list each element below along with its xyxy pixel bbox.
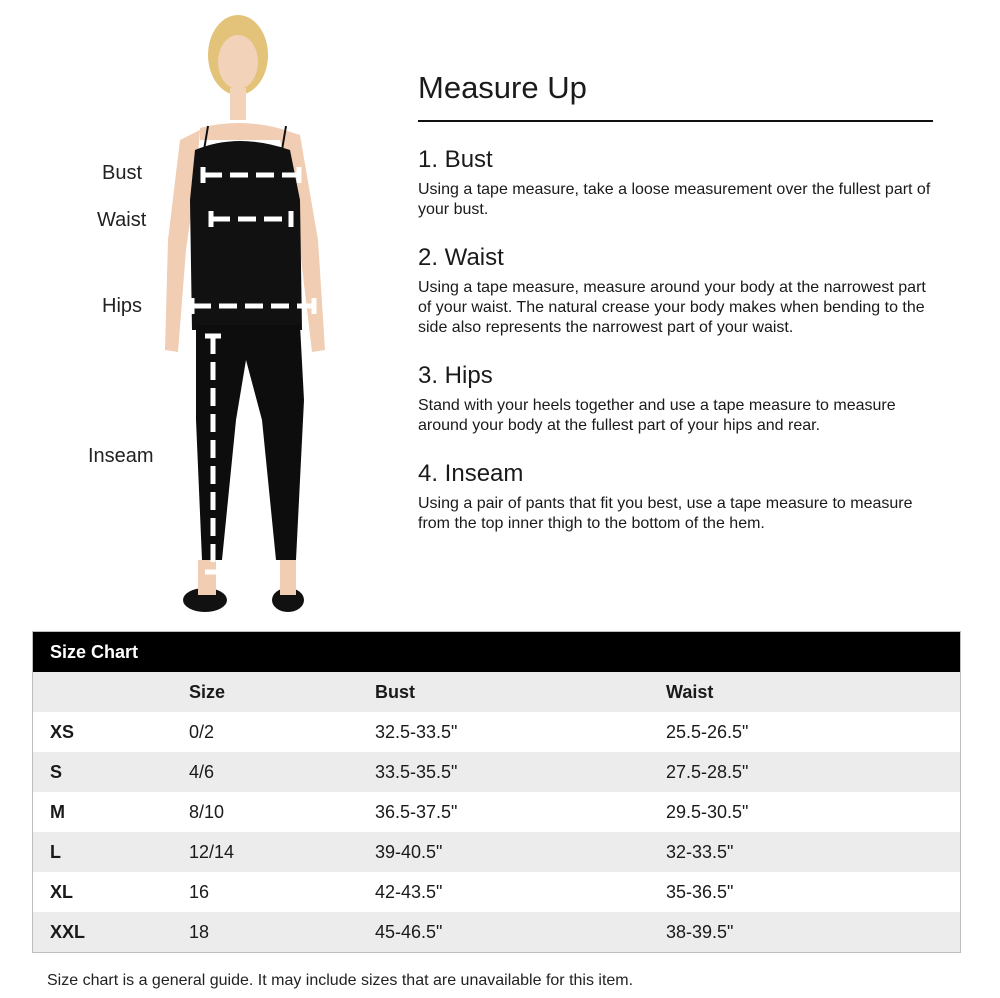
step-waist (418, 244, 933, 338)
size-chart-title: Size Chart (33, 632, 960, 672)
table-cell: 12/14 (189, 841, 235, 862)
table-cell: 8/10 (189, 801, 225, 822)
waist-label: Waist (97, 209, 147, 231)
table-row (33, 792, 960, 832)
table-cell: XS (50, 721, 75, 742)
step-heading: 3. Hips (418, 362, 493, 389)
table-cell: 38-39.5" (666, 921, 734, 942)
step-heading: 4. Inseam (418, 460, 524, 487)
table-cell: M (50, 801, 65, 822)
table-cell: 18 (189, 921, 210, 942)
table-cell: 32.5-33.5" (375, 721, 458, 742)
measurement-figure (0, 0, 400, 625)
table-cell: L (50, 841, 61, 862)
table-cell: 27.5-28.5" (666, 761, 749, 782)
table-cell: 0/2 (189, 721, 215, 742)
step-heading: 2. Waist (418, 244, 504, 271)
step-text: Using a tape measure, measure around your body at the narrowest part of your waist. The natural crease your body makes when bending to the side also represents the narrowest part of your waist. (418, 279, 926, 336)
table-row (33, 752, 960, 792)
table-cell: S (50, 761, 63, 782)
table-row (33, 832, 960, 872)
table-cell: 36.5-37.5" (375, 801, 458, 822)
table-cell: 4/6 (189, 761, 215, 782)
measure-up-title: Measure Up (418, 70, 933, 122)
table-cell: 33.5-35.5" (375, 761, 458, 782)
table-cell: XL (50, 881, 74, 902)
table-cell: 42-43.5" (375, 881, 443, 902)
table-cell: 35-36.5" (666, 881, 734, 902)
column-header: Waist (666, 672, 960, 712)
table-header-row (33, 672, 960, 712)
step-text: Using a pair of pants that fit you best, use a tape measure to measure from the top inner thigh to the bottom of the hem. (418, 495, 913, 532)
step-text: Using a tape measure, take a loose measurement over the fullest part of your bust. (418, 181, 931, 218)
table-cell: 39-40.5" (375, 841, 443, 862)
step-bust (418, 146, 933, 220)
table-cell: 16 (189, 881, 210, 902)
measure-up-panel (418, 70, 933, 534)
table-cell: 25.5-26.5" (666, 721, 749, 742)
table-cell: 32-33.5" (666, 841, 734, 862)
table-row (33, 712, 960, 752)
step-heading: 1. Bust (418, 146, 493, 173)
inseam-label: Inseam (88, 445, 154, 467)
table-cell: 45-46.5" (375, 921, 443, 942)
column-header: Size (189, 672, 375, 712)
bust-label: Bust (102, 162, 143, 184)
table-row (33, 872, 960, 912)
size-table (33, 672, 960, 952)
column-header (33, 672, 189, 712)
column-header: Bust (375, 672, 666, 712)
step-inseam (418, 460, 933, 534)
table-cell: 29.5-30.5" (666, 801, 749, 822)
step-hips (418, 362, 933, 436)
model-illustration (160, 10, 340, 620)
table-cell: XXL (50, 921, 86, 942)
size-chart-footnote: Size chart is a general guide. It may include sizes that are unavailable for this item. (47, 972, 634, 989)
size-chart (32, 631, 961, 953)
step-text: Stand with your heels together and use a tape measure to measure around your body at the fullest part of your hips and rear. (418, 397, 896, 434)
table-row (33, 912, 960, 952)
hips-label: Hips (102, 295, 143, 317)
